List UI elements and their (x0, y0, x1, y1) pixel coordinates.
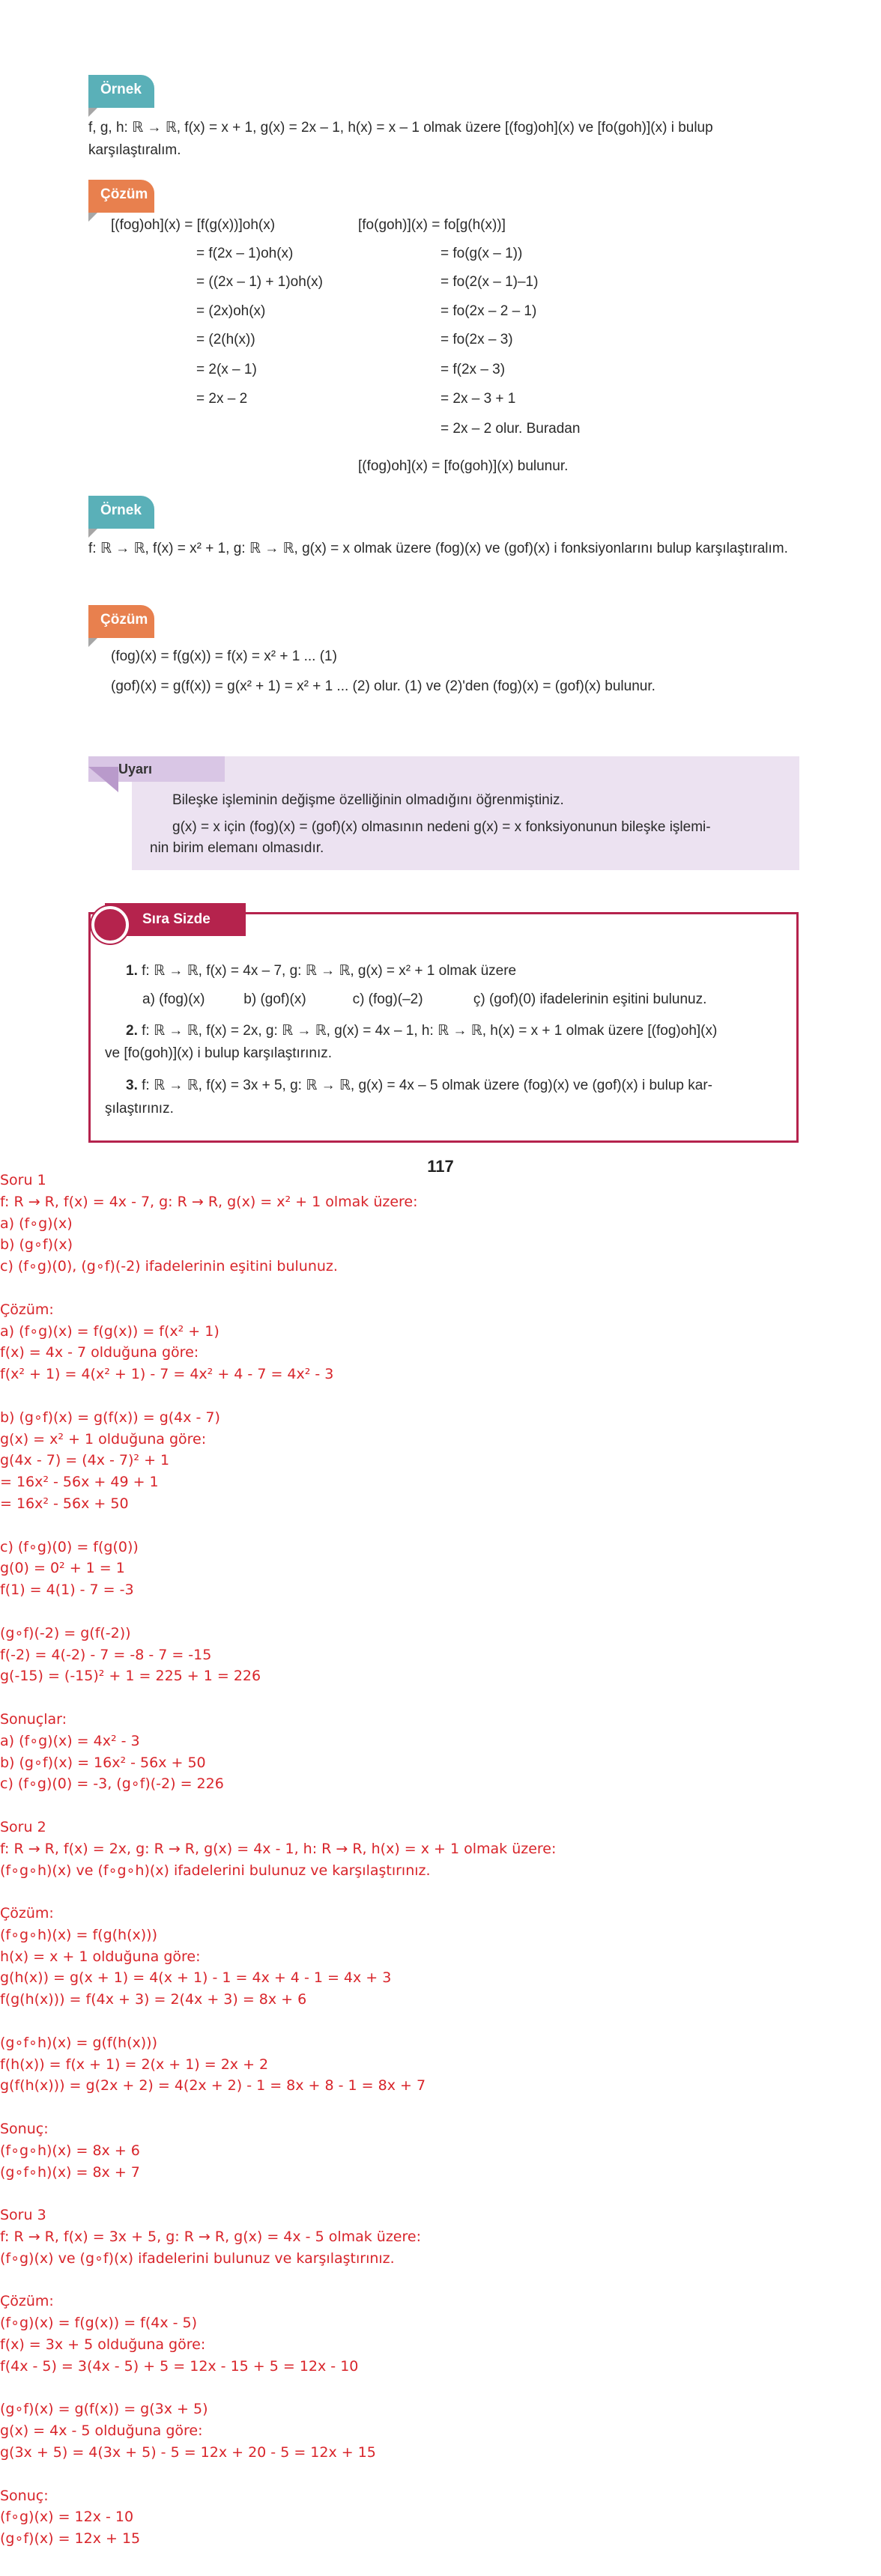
answer-line: f: R → R, f(x) = 3x + 5, g: R → R, g(x) = 4x - 5 olmak üzere: (0, 2229, 421, 2246)
example-tag: Örnek (88, 75, 154, 108)
answer-line (0, 1795, 881, 1817)
answer-line: (f∘g∘h)(x) = f(g(h(x))) (0, 1926, 157, 1943)
answer-line: (g∘f)(x) = g(f(x)) = g(3x + 5) (0, 2401, 208, 2418)
answer-line (0, 2270, 881, 2291)
answer-line: (g∘f∘h)(x) = g(f(h(x))) (0, 2034, 157, 2051)
answer-line (0, 2011, 881, 2032)
answer-line: g(-15) = (-15)² + 1 = 225 + 1 = 226 (0, 1668, 261, 1685)
exercise-options (142, 991, 787, 1008)
solution-step: = 2x – 3 + 1 (440, 391, 516, 407)
solution-step: = fo(2x – 2 – 1) (440, 303, 537, 319)
page-number: 117 (427, 1157, 454, 1176)
answer-line: Sonuçlar: (0, 1710, 67, 1728)
option-a: a) (fog)(x) (142, 991, 205, 1007)
answer-line: a) (f∘g)(x) (0, 1215, 73, 1232)
answer-line: (f∘g)(x) = f(g(x)) = f(4x - 5) (0, 2315, 198, 2332)
warning-line: Bileşke işleminin değişme özelliğinin olmadığını öğrenmiştiniz. (172, 792, 564, 808)
exercise-tag: Sıra Sizde (105, 903, 246, 936)
answer-line (0, 2183, 881, 2205)
solution-conclusion: [(fog)oh](x) = [fo(goh)](x) bulunur. (358, 458, 569, 474)
answer-line: g(h(x)) = g(x + 1) = 4(x + 1) - 1 = 4x + 4 - 1 = 4x + 3 (0, 1969, 392, 1987)
answer-line: b) (g∘f)(x) = g(f(x)) = g(4x - 7) (0, 1409, 220, 1426)
answer-line: a) (f∘g)(x) = f(g(x)) = f(x² + 1) (0, 1322, 220, 1340)
answer-line (0, 2378, 881, 2399)
question-text: f: ℝ → ℝ, f(x) = 2x, g: ℝ → ℝ, g(x) = 4x – 1, h: ℝ → ℝ, h(x) = x + 1 olmak üzere [(fog)oh](x) (142, 1023, 718, 1039)
answer-line: b) (g∘f)(x) = 16x² - 56x + 50 (0, 1754, 206, 1771)
question-text: f: ℝ → ℝ, f(x) = 3x + 5, g: ℝ → ℝ, g(x) = 4x – 5 olmak üzere (fog)(x) ve (gof)(x) i bulup kar- (142, 1078, 712, 1093)
solution-line: (gof)(x) = g(f(x)) = g(x² + 1) = x² + 1 ... (2) olur. (1) ve (2)'den (fog)(x) = (gof)(x) bulunur. (111, 678, 656, 694)
exercise-question-cont: ve [fo(goh)](x) i bulup karşılaştırınız. (105, 1045, 333, 1061)
answer-line (0, 1385, 881, 1407)
answer-line: f(x) = 4x - 7 olduğuna göre: (0, 1344, 199, 1361)
warning-line: nin birim elemanı olmasıdır. (150, 840, 324, 856)
answer-line (0, 2097, 881, 2118)
answer-text-block (0, 1170, 881, 2550)
answer-line: Soru 3 (0, 2207, 46, 2224)
answer-line: Çözüm: (0, 1301, 54, 1318)
answer-line (0, 1601, 881, 1623)
answer-line: c) (f∘g)(0) = f(g(0)) (0, 1538, 139, 1555)
solution-tag: Çözüm (88, 180, 154, 213)
answer-line: f(4x - 5) = 3(4x - 5) + 5 = 12x - 15 + 5 = 12x - 10 (0, 2357, 359, 2375)
answer-line: f(x² + 1) = 4(x² + 1) - 7 = 4x² + 4 - 7 = 4x² - 3 (0, 1366, 334, 1383)
answer-line (0, 2464, 881, 2485)
solution-tag: Çözüm (88, 605, 154, 638)
answer-line: (g∘f)(-2) = g(f(-2)) (0, 1624, 131, 1641)
solution-step: = ((2x – 1) + 1)oh(x) (196, 274, 323, 290)
answer-line: a) (f∘g)(x) = 4x² - 3 (0, 1732, 140, 1749)
answer-line: f: R → R, f(x) = 4x - 7, g: R → R, g(x) = x² + 1 olmak üzere: (0, 1193, 418, 1210)
answer-line: f(1) = 4(1) - 7 = -3 (0, 1582, 134, 1599)
solution-step: = 2x – 2 (196, 391, 248, 407)
exercise-badge-icon (91, 906, 129, 944)
answer-line: Sonuç: (0, 2487, 49, 2504)
answer-line: c) (f∘g)(0), (g∘f)(-2) ifadelerinin eşitini bulunuz. (0, 1258, 338, 1275)
answer-line: f(g(h(x))) = f(4x + 3) = 2(4x + 3) = 8x + 6 (0, 1991, 307, 2008)
answer-line: = 16x² - 56x + 49 + 1 (0, 1474, 159, 1491)
exercise-question-cont: şılaştırınız. (105, 1101, 174, 1117)
question-number: 1. (126, 963, 138, 979)
example-text: f, g, h: ℝ → ℝ, f(x) = x + 1, g(x) = 2x – 1, h(x) = x – 1 olmak üzere [(fog)oh](x) ve [fo(goh)](x) i bulup karşılaştıralım. (88, 120, 713, 158)
option-c: c) (fog)(–2) (352, 991, 423, 1007)
question-text: f: ℝ → ℝ, f(x) = 4x – 7, g: ℝ → ℝ, g(x) = x² + 1 olmak üzere (142, 963, 517, 979)
answer-line: Çözüm: (0, 2293, 54, 2310)
answer-line: g(x) = x² + 1 olduğuna göre: (0, 1430, 207, 1448)
solution-step: = (2(h(x)) (196, 332, 255, 347)
solution-step: = fo(2x – 3) (440, 332, 513, 347)
answer-line: Çözüm: (0, 1905, 54, 1922)
answer-line (0, 1515, 881, 1537)
example-tag: Örnek (88, 496, 154, 529)
solution-step: = (2x)oh(x) (196, 303, 266, 319)
answer-line: f: R → R, f(x) = 2x, g: R → R, g(x) = 4x - 1, h: R → R, h(x) = x + 1 olmak üzere: (0, 1840, 557, 1857)
question-number: 3. (126, 1078, 138, 1093)
answer-line: (f∘g∘h)(x) = 8x + 6 (0, 2142, 140, 2159)
warning-arrow-icon (88, 756, 133, 792)
exercise-question (126, 1077, 712, 1094)
solution-step: = fo(2(x – 1)–1) (440, 274, 539, 290)
solution-step: = f(2x – 3) (440, 362, 506, 377)
answer-line: g(f(h(x))) = g(2x + 2) = 4(2x + 2) - 1 = 8x + 8 - 1 = 8x + 7 (0, 2077, 426, 2094)
answer-line: Soru 1 (0, 1172, 46, 1188)
answer-line: (f∘g)(x) ve (g∘f)(x) ifadelerini bulunuz ve karşılaştırınız. (0, 2250, 395, 2267)
answer-line: h(x) = x + 1 olduğuna göre: (0, 1948, 201, 1965)
exercise-question (126, 1022, 717, 1039)
answer-line: c) (f∘g)(0) = -3, (g∘f)(-2) = 226 (0, 1775, 224, 1793)
solution-step: [(fog)oh](x) = [f(g(x))]oh(x) (111, 217, 276, 233)
answer-line: Sonuç: (0, 2121, 49, 2138)
answer-line: g(x) = 4x - 5 olduğuna göre: (0, 2422, 203, 2440)
solution-step: = 2x – 2 olur. Buradan (440, 421, 581, 437)
answer-line: b) (g∘f)(x) (0, 1236, 73, 1254)
answer-line: g(4x - 7) = (4x - 7)² + 1 (0, 1452, 170, 1469)
answer-line (0, 1881, 881, 1903)
answer-line: = 16x² - 56x + 50 (0, 1495, 129, 1512)
answer-line: (g∘f)(x) = 12x + 15 (0, 2530, 141, 2548)
answer-line: f(h(x)) = f(x + 1) = 2(x + 1) = 2x + 2 (0, 2056, 269, 2073)
answer-line: (f∘g)(x) = 12x - 10 (0, 2509, 134, 2526)
answer-line: (f∘g∘h)(x) ve (f∘g∘h)(x) ifadelerini bulunuz ve karşılaştırınız. (0, 1862, 431, 1879)
exercise-question (126, 962, 516, 979)
question-number: 2. (126, 1023, 138, 1039)
solution-line: (fog)(x) = f(g(x)) = f(x) = x² + 1 ... (1) (111, 648, 337, 664)
answer-line: (g∘f∘h)(x) = 8x + 7 (0, 2163, 140, 2181)
solution-step: [fo(goh)](x) = fo[g(h(x))] (358, 217, 506, 233)
solution-step: = f(2x – 1)oh(x) (196, 246, 294, 261)
answer-line (0, 1278, 881, 1299)
solution-step: = fo(g(x – 1)) (440, 246, 523, 261)
answer-line (0, 1687, 881, 1709)
answer-line: g(0) = 0² + 1 = 1 (0, 1560, 125, 1577)
warning-tag: Uyarı (88, 756, 225, 782)
option-d: ç) (gof)(0) ifadelerinin eşitini bulunuz. (473, 991, 707, 1007)
answer-line: f(x) = 3x + 5 olduğuna göre: (0, 2336, 206, 2354)
warning-line: g(x) = x için (fog)(x) = (gof)(x) olmasının nedeni g(x) = x fonksiyonunun bileşke işlemi- (172, 819, 711, 835)
answer-line: Soru 2 (0, 1818, 46, 1835)
example-text: f: ℝ → ℝ, f(x) = x² + 1, g: ℝ → ℝ, g(x) = x olmak üzere (fog)(x) ve (gof)(x) i fonksiyonlarını bulup karşılaştıralım. (88, 541, 788, 556)
solution-step: = 2(x – 1) (196, 362, 257, 377)
answer-line: f(-2) = 4(-2) - 7 = -8 - 7 = -15 (0, 1646, 212, 1663)
answer-line: g(3x + 5) = 4(3x + 5) - 5 = 12x + 20 - 5 = 12x + 15 (0, 2444, 376, 2461)
option-b: b) (gof)(x) (243, 991, 306, 1007)
